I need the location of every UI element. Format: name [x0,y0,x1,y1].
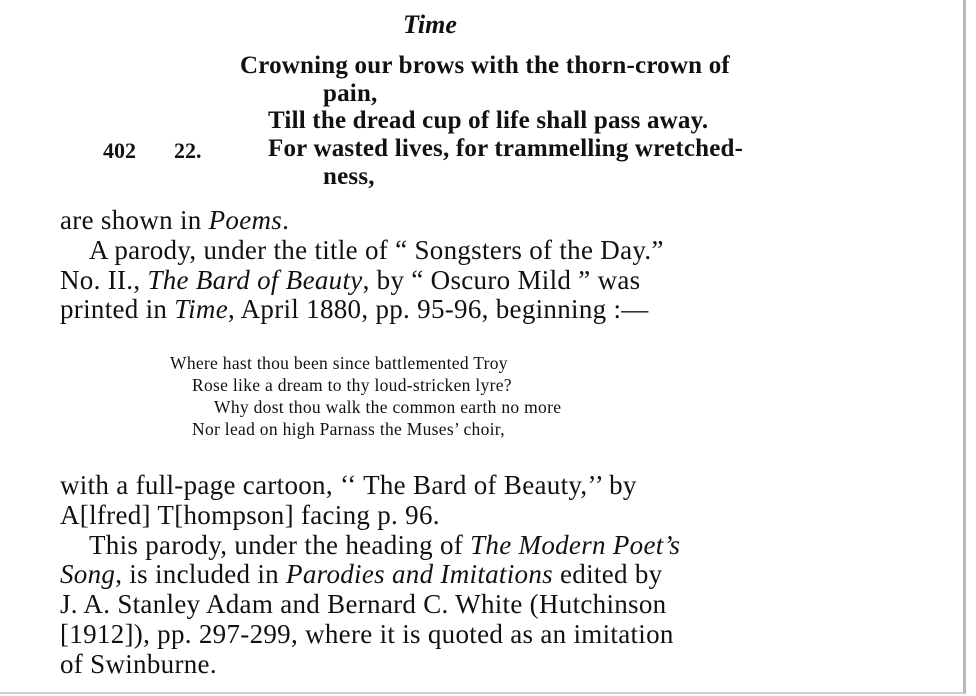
quote-line-2: Rose like a dream to thy loud-stricken lyre? [192,375,512,395]
prose2-line-6: [1912]), pp. 297-299, where it is quoted as an imitation [60,619,674,649]
prose-line-1: are shown in Poems. [60,205,290,235]
prose-line-4: printed in Time, April 1880, pp. 95-96, beginning :— [60,294,649,324]
stanza-number: 22. [174,138,202,163]
quote-line-4: Nor lead on high Parnass the Muses’ choir, [192,419,505,439]
verse-line-1: Crowning our brows with the thorn-crown of [240,52,730,79]
prose2-line-7: of Swinburne. [60,649,217,679]
prose2-line-3: This parody, under the heading of The Modern Poet’s [89,530,681,560]
prose2-line-1: with a full-page cartoon, ‘‘ The Bard of Beauty,’’ by [60,470,637,500]
running-title: Time [403,10,457,39]
line-number: 402 [103,138,136,163]
verse-line-2: pain, [323,80,378,107]
prose-line-3: No. II., The Bard of Beauty, by “ Oscuro Mild ” was [60,265,641,295]
quote-line-1: Where hast thou been since battlemented Troy [170,353,508,373]
verse-line-3: Till the dread cup of life shall pass away. [268,107,709,134]
quote-line-3: Why dost thou walk the common earth no more [214,397,562,417]
verse-line-5: ness, [323,163,375,190]
prose2-line-2: A[lfred] T[hompson] facing p. 96. [60,500,440,530]
prose2-line-5: J. A. Stanley Adam and Bernard C. White (Hutchinson [60,589,667,619]
verse-line-4: For wasted lives, for trammelling wretched- [268,135,744,162]
prose2-line-4: Song, is included in Parodies and Imitations edited by [60,559,663,589]
prose-line-2: A parody, under the title of “ Songsters of the Day.” [89,235,664,265]
